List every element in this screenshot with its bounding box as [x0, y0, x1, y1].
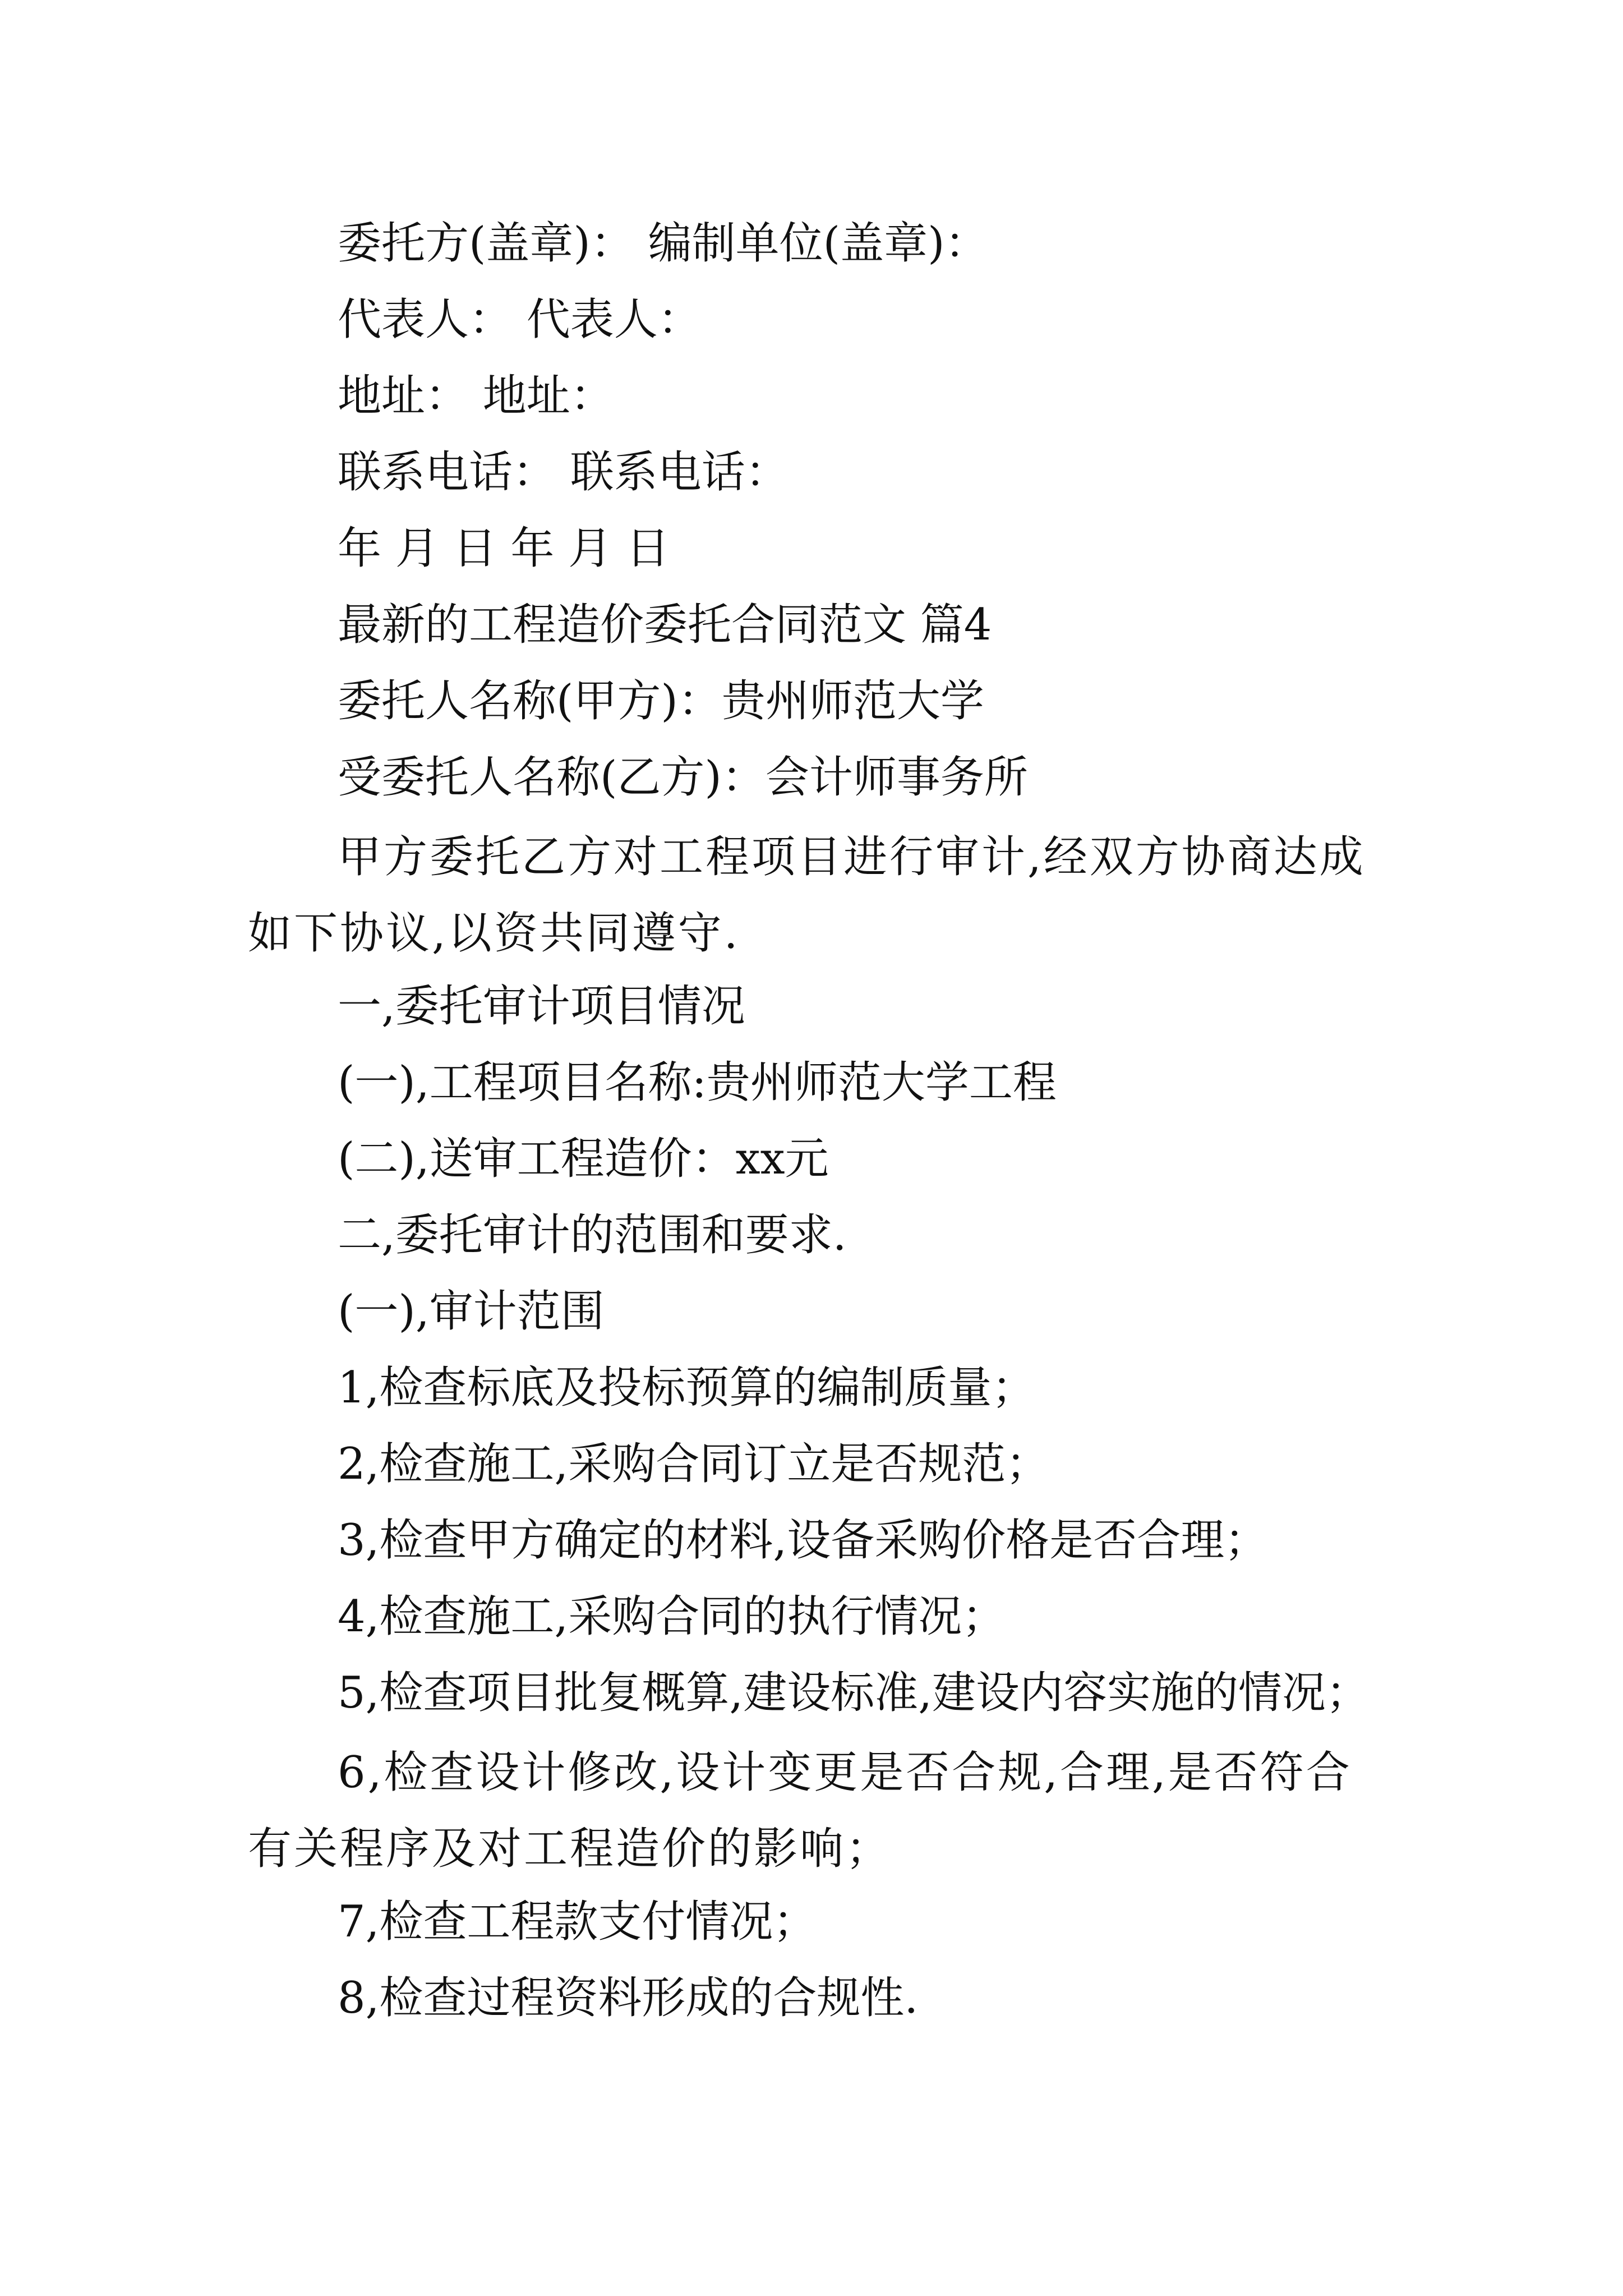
text-line-item-1-2: (二),送审工程造价：xx元 [338, 1134, 829, 1184]
list-item-8: 8,检查过程资料形成的合规性. [338, 1973, 919, 2023]
text-line-phone: 联系电话： 联系电话： [338, 447, 789, 498]
section-heading: 最新的工程造价委托合同范文 篇4 [338, 600, 992, 650]
text-line-representative: 代表人： 代表人： [338, 295, 702, 345]
list-item-2: 2,检查施工,采购合同订立是否规范； [338, 1439, 1050, 1489]
text-line-client-seal: 委托方(盖章)： 编制单位(盖章)： [338, 218, 989, 269]
list-item-3: 3,检查甲方确定的材料,设备采购价格是否合理； [338, 1515, 1269, 1566]
list-item-1: 1,检查标底及投标预算的编制质量； [338, 1363, 1036, 1413]
list-item-7: 7,检查工程款支付情况； [338, 1897, 817, 1947]
paragraph-agreement: 甲方委托乙方对工程项目进行审计,经双方协商达成如下协议,以资共同遵守. [248, 832, 1366, 959]
text-line-item-1-1: (一),工程项目名称:贵州师范大学工程 [338, 1057, 1057, 1108]
list-item-5: 5,检查项目批复概算,建设标准,建设内容实施的情况； [338, 1668, 1370, 1718]
list-item-6: 6,检查设计修改,设计变更是否合规,合理,是否符合有关程序及对工程造价的影响； [248, 1747, 1352, 1874]
text-line-date: 年 月 日 年 月 日 [338, 523, 670, 574]
text-line-item-1: 一,委托审计项目情况 [338, 981, 745, 1032]
list-item-4: 4,检查施工,采购合同的执行情况； [338, 1591, 1006, 1642]
text-line-party-a: 委托人名称(甲方)：贵州师范大学 [338, 676, 984, 726]
text-line-item-2-1: (一),审计范围 [338, 1286, 605, 1337]
text-line-party-b: 受委托人名称(乙方)：会计师事务所 [338, 752, 1028, 803]
text-line-address: 地址： 地址： [338, 371, 614, 421]
text-line-item-2: 二,委托审计的范围和要求. [338, 1210, 847, 1260]
